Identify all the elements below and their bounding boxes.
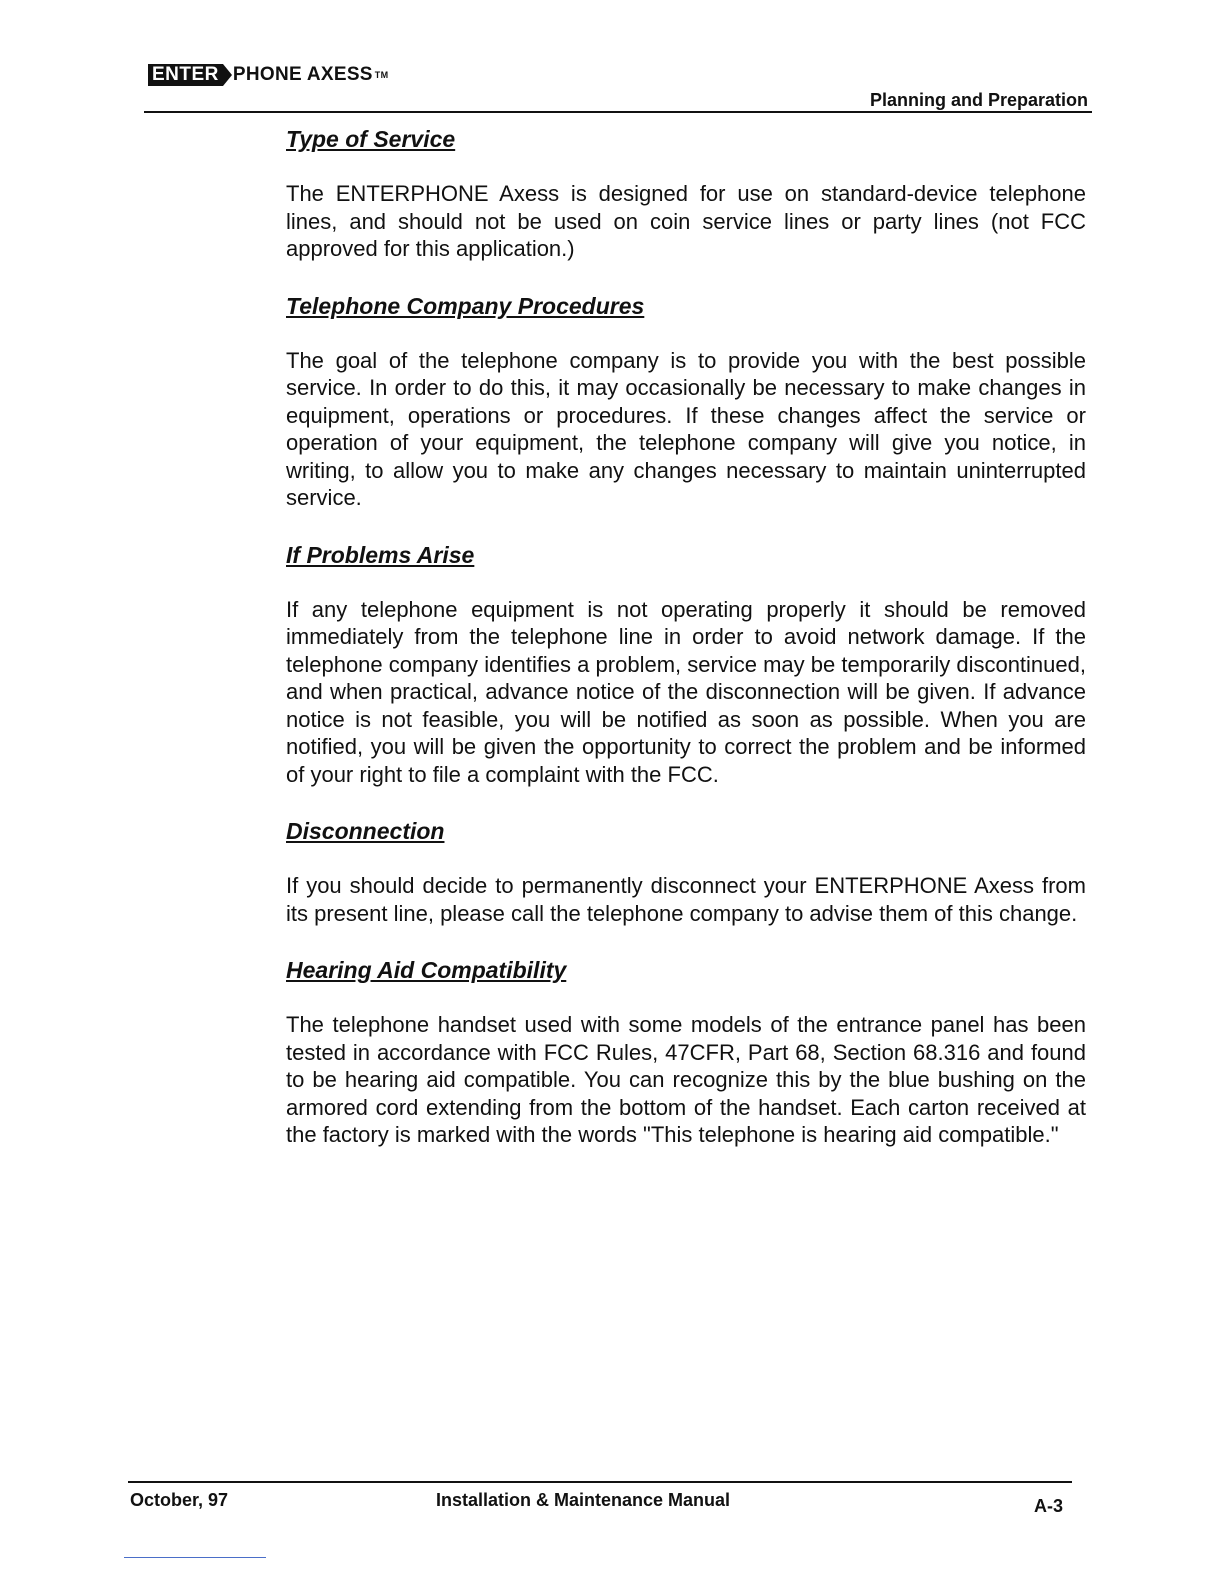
section-telephone-company-procedures <box>286 289 1086 512</box>
brand-logo <box>148 62 388 88</box>
header-divider <box>144 111 1092 113</box>
page-content <box>286 122 1086 1175</box>
footer-manual-title: Installation & Maintenance Manual <box>436 1490 731 1510</box>
section-body: The goal of the telephone company is to provide you with the best possible service. In order to do this, it may occasionally be necessary to make changes in equipment, operations or procedures. If these changes affect the service or operation of your equipment, the telephone company will give you notice, in writing, to allow you to make any changes necessary to maintain uninterrupted service. <box>286 347 1086 510</box>
section-if-problems-arise <box>286 538 1086 789</box>
section-title: Planning and Preparation <box>869 90 1088 110</box>
section-body: If any telephone equipment is not operating properly it should be removed immediately from the telephone line in order to avoid network damage. If the telephone company identifies a problem, service may be temporarily discontinued, and when practical, advance notice of the disconnection will be given. If advance notice is not feasible, you will be notified as soon as possible. When you are notified, you will be given the opportunity to correct the problem and be informed of your right to file a complaint with the FCC. <box>286 596 1086 787</box>
bottom-scan-mark <box>124 1557 266 1558</box>
trademark-mark: TM <box>374 70 389 80</box>
section-heading: Type of Service <box>286 126 456 152</box>
logo-arrow-icon <box>223 64 232 86</box>
footer-divider <box>128 1481 1072 1483</box>
section-heading: Hearing Aid Compatibility <box>286 957 567 983</box>
section-hearing-aid-compatibility <box>286 953 1086 1149</box>
section-body: If you should decide to permanently disconnect your ENTERPHONE Axess from its present line, please call the telephone company to advise them of this change. <box>286 873 1086 926</box>
section-type-of-service <box>286 122 1086 263</box>
section-heading: Disconnection <box>286 818 445 844</box>
logo-text <box>233 64 388 86</box>
footer-page-number: A-3 <box>1034 1496 1064 1516</box>
section-body: The ENTERPHONE Axess is designed for use on standard-device telephone lines, and should not be used on coin service lines or party lines (not FCC approved for this application.) <box>286 181 1086 261</box>
section-heading: Telephone Company Procedures <box>286 292 645 319</box>
section-body: The telephone handset used with some models of the entrance panel has been tested in accordance with FCC Rules, 47CFR, Part 68, Section 68.316 and found to be hearing aid compatible. You can recognize this by the blue bushing on the armored cord extending from the bottom of the handset. Each carton received at the factory is marked with the words "This telephone is hearing aid compatible." <box>286 1012 1086 1147</box>
logo-enter-box: ENTER <box>148 64 223 86</box>
section-disconnection <box>286 814 1086 927</box>
logo-name: PHONE AXESS <box>232 64 373 85</box>
footer-date: October, 97 <box>130 1490 229 1510</box>
section-heading: If Problems Arise <box>286 541 475 568</box>
